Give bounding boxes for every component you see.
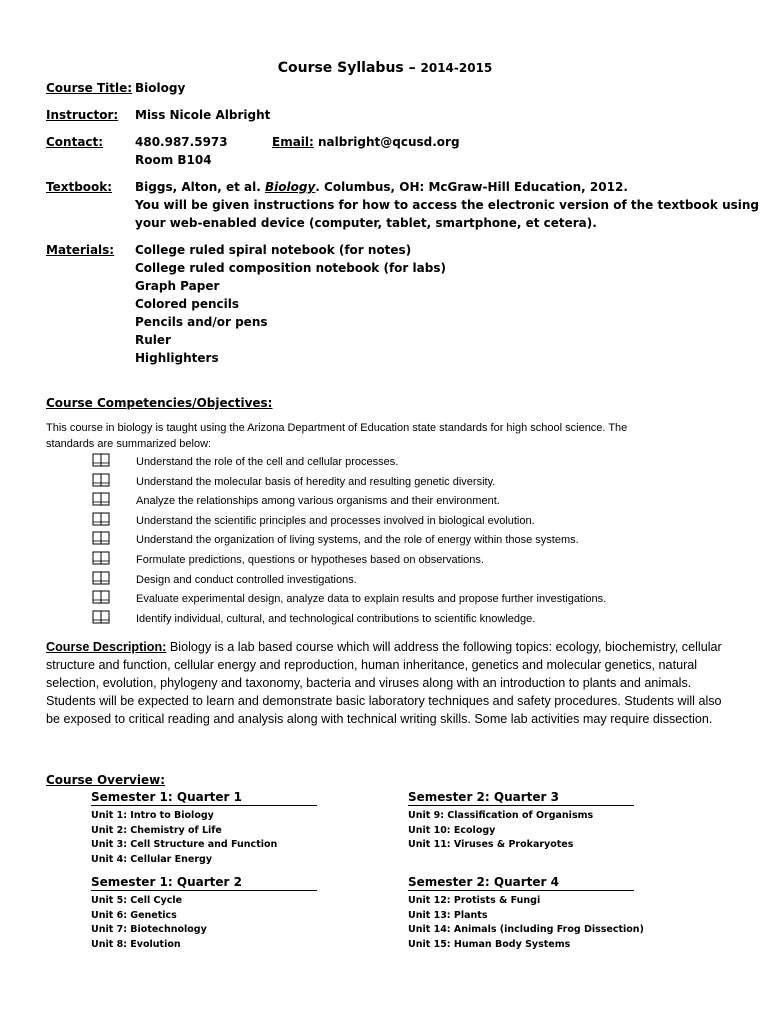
objective-text: Analyze the relationships among various organisms and their environment. — [136, 495, 500, 508]
objective-item — [92, 551, 732, 571]
instructor-label: Instructor: — [46, 108, 119, 122]
unit-item: Unit 12: Protists & Fungi — [408, 895, 541, 906]
objective-text: Understand the scientific principles and processes involved in biological evolution. — [136, 514, 535, 527]
page-title — [0, 60, 770, 76]
objective-text: Evaluate experimental design, analyze data to explain results and propose further investigations. — [136, 593, 607, 606]
unit-item: Unit 8: Evolution — [91, 938, 181, 950]
unit-item: Unit 6: Genetics — [91, 909, 177, 921]
unit-item: Unit 13: Plants — [408, 909, 488, 921]
objective-item — [92, 590, 732, 610]
email-value[interactable]: nalbright@qcusd.org — [318, 135, 460, 149]
unit-list — [91, 809, 317, 867]
objective-item — [92, 492, 732, 512]
material-item: Ruler — [135, 333, 171, 347]
contact-phone: 480.987.5973 — [135, 135, 228, 149]
unit-list — [408, 894, 644, 952]
materials-label: Materials: — [46, 243, 115, 257]
textbook-authors: Biggs, Alton, et al. — [135, 180, 261, 194]
description-label: Course Description: — [46, 640, 167, 654]
book-icon — [92, 551, 110, 565]
material-item: College ruled spiral notebook (for notes) — [135, 243, 412, 257]
unit-item: Unit 7: Biotechnology — [91, 924, 207, 935]
objective-text: Identify individual, cultural, and technological contributions to scientific knowledge. — [136, 612, 536, 625]
material-item: Graph Paper — [135, 279, 220, 293]
semester2-quarter4 — [408, 875, 644, 952]
title-year: 2014-2015 — [420, 61, 493, 75]
book-icon — [92, 610, 110, 624]
course-title-value: Biology — [135, 81, 186, 95]
objective-text: Understand the role of the cell and cellular processes. — [136, 456, 399, 468]
unit-item: Unit 9: Classification of Organisms — [408, 810, 594, 821]
material-item: Pencils and/or pens — [135, 315, 268, 329]
objective-item — [92, 531, 732, 551]
semester1-quarter1 — [91, 790, 317, 867]
unit-list — [408, 809, 634, 853]
unit-item: Unit 11: Viruses & Prokaryotes — [408, 839, 574, 850]
textbook-citation — [135, 178, 759, 196]
unit-list — [91, 894, 317, 952]
materials-list — [135, 241, 446, 367]
material-item: College ruled composition notebook (for labs) — [135, 261, 446, 275]
textbook-title: Biology — [265, 180, 316, 194]
material-item: Highlighters — [135, 351, 219, 365]
book-icon — [92, 531, 110, 545]
unit-item: Unit 15: Human Body Systems — [408, 938, 571, 950]
unit-item: Unit 14: Animals (including Frog Dissection) — [408, 924, 644, 935]
semester1-quarter2 — [91, 875, 317, 952]
semester-heading: Semester 1: Quarter 1 — [91, 790, 317, 806]
objective-item — [92, 610, 732, 630]
semester-heading: Semester 2: Quarter 4 — [408, 875, 634, 891]
objective-text: Understand the organization of living systems, and the role of energy within those systems. — [136, 534, 579, 547]
unit-item: Unit 4: Cellular Energy — [91, 853, 213, 865]
unit-item: Unit 3: Cell Structure and Function — [91, 839, 278, 850]
book-icon — [92, 590, 110, 604]
contact-label: Contact: — [46, 135, 104, 149]
course-description — [46, 638, 726, 728]
contact-email — [272, 133, 460, 151]
unit-item: Unit 1: Intro to Biology — [91, 810, 214, 821]
contact-room: Room B104 — [135, 153, 212, 167]
textbook-label: Textbook: — [46, 180, 113, 194]
unit-item: Unit 5: Cell Cycle — [91, 895, 183, 906]
objective-text: Design and conduct controlled investigations. — [136, 573, 357, 586]
material-item: Colored pencils — [135, 297, 239, 311]
objective-item — [92, 453, 732, 473]
book-icon — [92, 473, 110, 487]
book-icon — [92, 453, 110, 467]
competencies-intro — [46, 420, 736, 452]
competencies-heading: Course Competencies/Objectives: — [46, 396, 273, 410]
competencies-intro-line1: This course in biology is taught using the Arizona Department of Education state standards for high school science. The — [46, 422, 628, 434]
objective-item — [92, 571, 732, 591]
semester-heading: Semester 1: Quarter 2 — [91, 875, 317, 891]
unit-item: Unit 10: Ecology — [408, 824, 496, 836]
objectives-list — [92, 453, 732, 629]
objective-item — [92, 512, 732, 532]
book-icon — [92, 512, 110, 526]
semester2-quarter3 — [408, 790, 634, 853]
contact-values — [135, 133, 228, 169]
textbook-values — [135, 178, 759, 232]
semester-heading: Semester 2: Quarter 3 — [408, 790, 634, 806]
objective-item — [92, 473, 732, 493]
book-icon — [92, 492, 110, 506]
textbook-note-line2: your web-enabled device (computer, tablet, smartphone, et cetera). — [135, 216, 597, 230]
overview-heading: Course Overview: — [46, 773, 166, 787]
description-text: Biology is a lab based course which will address the following topics: ecology, biochemistry, cellular structure and function, cellular energy and reproduction, human inheritance, genetics and molecular genetics, natural selection, evolution, phylogeny and taxonomy, bacteria and viruses along with an introduction to plants and animals. Students will be expected to learn and demonstrate basic laboratory techniques and safety procedures. Students will also be exposed to critical reading and analysis along with technical writing skills. Some lab activities may require dissection. — [46, 640, 722, 726]
textbook-note-line1: You will be given instructions for how to access the electronic version of the textbook using — [135, 198, 760, 212]
competencies-intro-line2: standards are summarized below: — [46, 438, 212, 450]
objective-text: Understand the molecular basis of heredity and resulting genetic diversity. — [136, 475, 496, 488]
textbook-publisher: . Columbus, OH: McGraw-Hill Education, 2012. — [315, 180, 628, 194]
title-main: Course Syllabus – — [277, 60, 416, 76]
course-title-label: Course Title: — [46, 81, 133, 95]
objective-text: Formulate predictions, questions or hypotheses based on observations. — [136, 553, 484, 566]
email-label: Email: — [272, 135, 314, 149]
instructor-value: Miss Nicole Albright — [135, 108, 271, 122]
unit-item: Unit 2: Chemistry of Life — [91, 824, 222, 836]
book-icon — [92, 571, 110, 585]
